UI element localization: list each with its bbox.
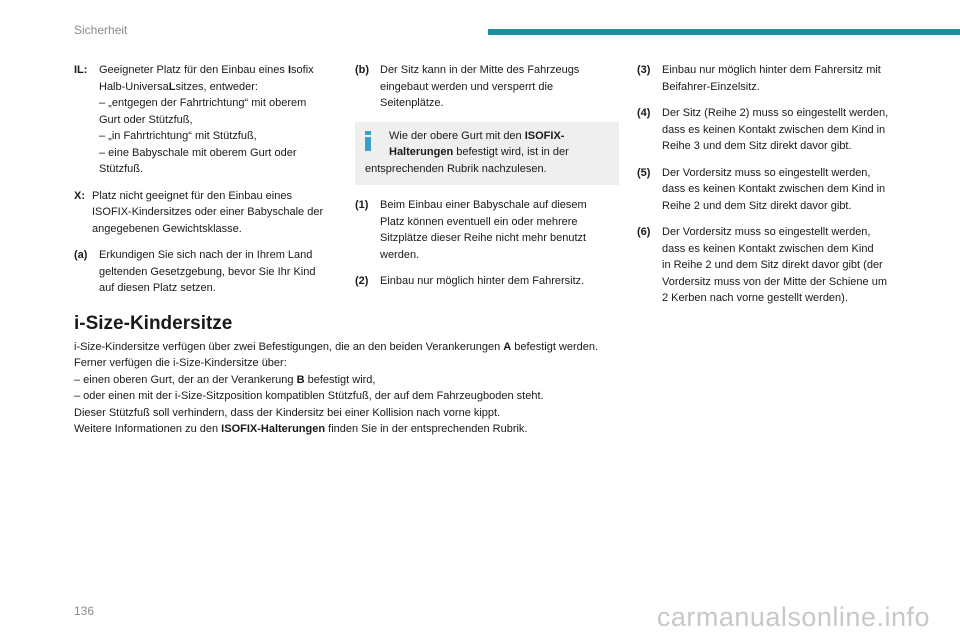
footnote-text: Der Vordersitz muss so eingestellt werden, dass es keinen Kontakt zwischen dem Kind in Reihe 2 und dem Sitz direkt davor gibt (der Vordersitz muss von der Mitte der Schiene um 2 Kerben nach vorne gestellt werden). [662, 226, 887, 304]
footnote-2 [355, 273, 619, 290]
footnote-text: Der Vordersitz muss so eingestellt werden, dass es keinen Kontakt zwischen dem Kind in Reihe 2 und dem Sitz direkt davor gibt. [662, 166, 886, 212]
legend-label: X: [74, 189, 85, 202]
header-title: Sicherheit [74, 23, 128, 37]
footnote-text: Einbau nur möglich hinter dem Fahrersitz mit Beifahrer-Einzelsitz. [662, 64, 881, 93]
footnote-4 [637, 105, 899, 155]
legend-text: Platz nicht geeignet für den Einbau eines ISOFIX-Kindersitzes oder einer Babyschale der angegebenen Gewichtsklasse. [92, 189, 324, 235]
legend-label: (b) [355, 64, 370, 76]
section-paragraph: i-Size-Kindersitze verfügen über zwei Befestigungen, die an den beiden Verankerungen A befestigt werden. [74, 341, 599, 353]
column-right [637, 62, 899, 315]
footnote-text: Der Sitz (Reihe 2) muss so eingestellt werden, dass es keinen Kontakt zwischen dem Kind in Reihe 3 und dem Sitz direkt davor gibt. [662, 107, 889, 152]
legend-item-a [74, 247, 336, 297]
legend-label: (a) [74, 249, 88, 261]
footnote-label: (6) [637, 226, 651, 238]
section-heading: i-Size-Kindersitze [74, 313, 233, 334]
footnote-text: Einbau nur möglich hinter dem Fahrersitz. [380, 275, 585, 287]
section-paragraph: Ferner verfügen die i-Size-Kindersitze über: [74, 357, 287, 370]
footnote-text: Beim Einbau einer Babyschale auf diesem Platz können eventuell ein oder mehrere Sitzplätze dieser Reihe nicht mehr benutzt werden. [380, 199, 587, 261]
footnote-5 [637, 165, 899, 215]
info-note: Wie der obere Gurt mit den ISOFIX- Halterungen befestigt wird, ist in der entsprechenden Rubrik nachzulesen. [355, 122, 619, 186]
legend-item-b [355, 62, 619, 112]
section-paragraph: – oder einen mit der i-Size-Sitzposition kompatiblen Stützfuß, der auf dem Fahrzeugboden steht. [74, 390, 544, 403]
header-accent-bar [488, 29, 960, 35]
footnote-1 [355, 197, 619, 263]
section-paragraph: Dieser Stützfuß soll verhindern, dass der Kindersitz bei einer Kollision nach vorne kippt. [74, 406, 501, 419]
section-paragraph: – einen oberen Gurt, der an der Verankerung B befestigt wird, [74, 373, 376, 386]
footnote-3 [637, 62, 899, 95]
page-number: 136 [74, 604, 95, 618]
footnote-label: (5) [637, 166, 651, 179]
legend-label: IL: [74, 64, 88, 76]
legend-text: Geeigneter Platz für den Einbau eines Isofix Halb-UniversaLsitzes, entweder: – „entgegen der Fahrtrichtung“ mit oberem Gurt oder Stützfuß, – „in Fahrtrichtung“ mit Stützfuß, – eine Babyschale mit oberem Gurt oder Stützfuß. [99, 64, 314, 175]
legend-text: Der Sitz kann in der Mitte des Fahrzeugs eingebaut werden und versperrt die Seitenplätze. [380, 64, 580, 109]
info-icon [365, 131, 371, 151]
section-paragraph: Weitere Informationen zu den ISOFIX-Halterungen finden Sie in der entsprechenden Rubrik. [74, 423, 528, 436]
legend-item-il [74, 62, 336, 178]
footnote-label: (2) [355, 275, 369, 287]
legend-text: Erkundigen Sie sich nach der in Ihrem Land geltenden Gesetzgebung, bevor Sie Ihr Kind auf diesen Platz setzen. [99, 249, 316, 294]
footnote-label: (1) [355, 199, 369, 211]
watermark-text: carmanualsonline.info [656, 602, 930, 632]
footnote-label: (3) [637, 64, 651, 76]
legend-item-x [74, 188, 336, 238]
column-middle [355, 62, 619, 298]
section-body [74, 339, 634, 437]
footnote-label: (4) [637, 107, 651, 119]
footnote-6 [637, 224, 899, 307]
column-left [74, 62, 336, 305]
